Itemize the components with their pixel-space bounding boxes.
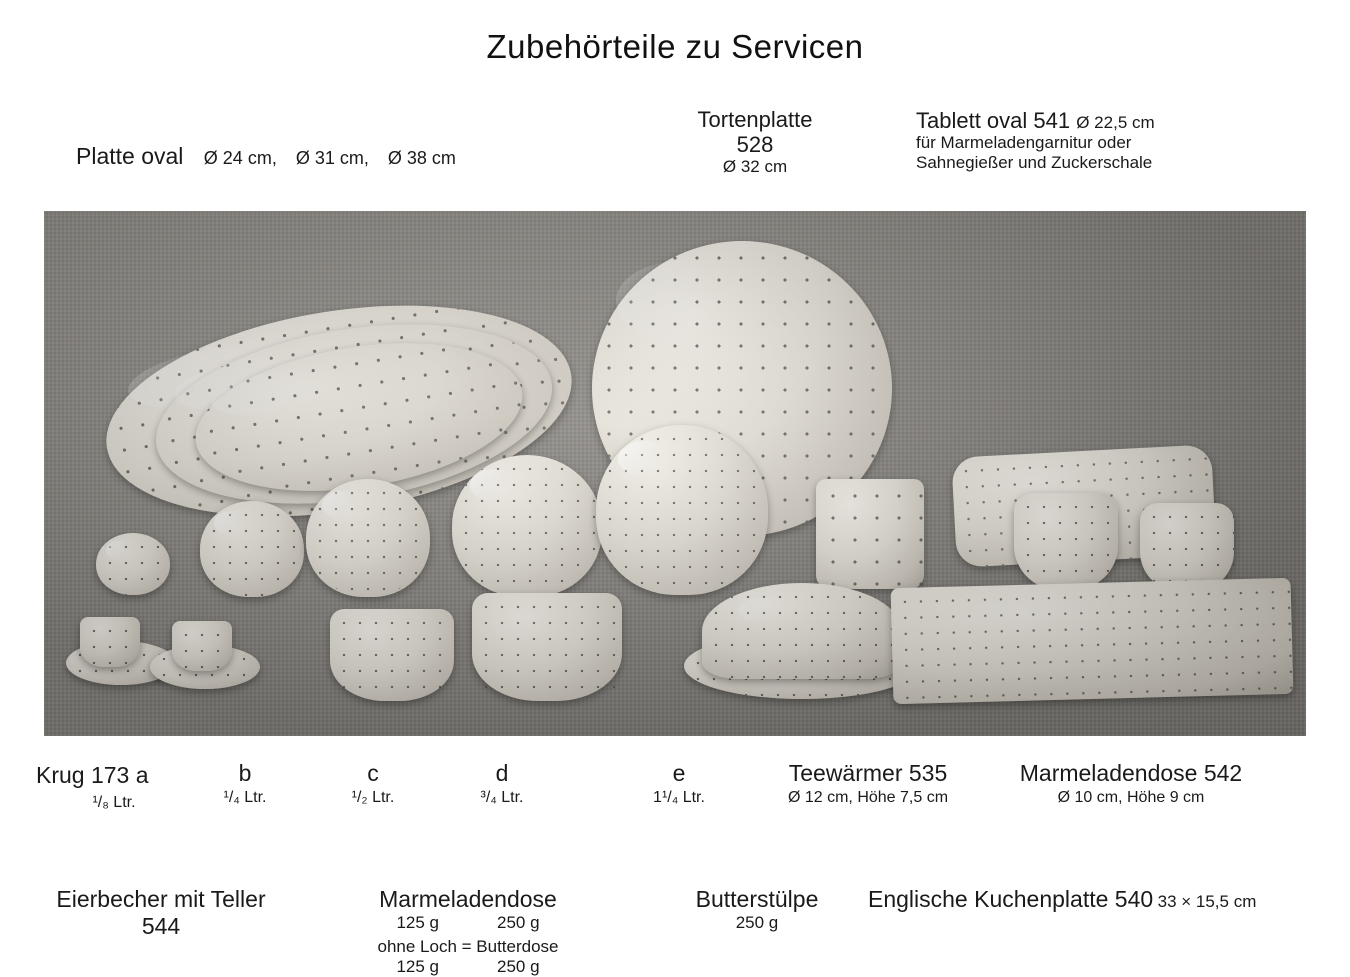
marmeladendose-542-block (1000, 760, 1262, 807)
krug-b-letter: b (238, 760, 252, 786)
krug-variant-e (634, 760, 724, 807)
eierbecher-block (36, 886, 286, 940)
marmeladendose-sizes (348, 913, 588, 933)
marmeladendose-size-250: 250 g (497, 913, 540, 932)
krug-variant-d (462, 760, 542, 807)
caption-tablett-oval (916, 108, 1155, 172)
tablett-dim: Ø 22,5 cm (1076, 113, 1155, 132)
marmeladendose-note: ohne Loch = Butterdose (377, 937, 559, 956)
krug-variant-a (84, 792, 144, 812)
butterdose-size-250: 250 g (497, 957, 540, 976)
platte-label: Platte oval (76, 143, 184, 169)
platte-dims (204, 148, 470, 168)
krug-d-letter: d (495, 760, 509, 786)
caption-row-lower (0, 814, 1350, 976)
krug-e-volume: 1¹/₄ Ltr. (653, 789, 705, 806)
tortenplatte-name: Tortenplatte (697, 107, 813, 132)
butterstuelpe-block (662, 886, 852, 933)
kuchenplatte-dim: 33 × 15,5 cm (1157, 892, 1257, 911)
caption-tortenplatte (660, 108, 850, 176)
krug-variant-c (338, 760, 408, 807)
kuchenplatte-label: Englische Kuchenplatte 540 (868, 886, 1154, 912)
caption-row-krug (0, 752, 1350, 814)
marmeladendose-542-label: Marmeladendose 542 (1019, 760, 1243, 786)
krug-c-letter: c (367, 760, 379, 786)
platte-dim-1: Ø 24 cm, (203, 148, 277, 168)
krug-e-letter: e (672, 760, 686, 786)
krug-b-volume: ¹/₄ Ltr. (223, 789, 267, 806)
caption-platte-oval (76, 143, 470, 170)
teewaermer-block (770, 760, 966, 807)
marmeladendose-note-sizes (348, 957, 588, 977)
eierbecher-label: Eierbecher mit Teller (56, 886, 266, 912)
krug-variant-b (210, 760, 280, 807)
butterstuelpe-size: 250 g (735, 913, 779, 932)
teewaermer-label: Teewärmer 535 (788, 760, 948, 786)
marmeladendose-label: Marmeladendose (379, 886, 557, 912)
platte-dim-3: Ø 38 cm (387, 148, 456, 168)
eierbecher-number: 544 (141, 913, 181, 939)
tablett-name: Tablett oval 541 (916, 108, 1071, 133)
photo-vignette (44, 211, 1306, 736)
tortenplatte-number: 528 (736, 131, 774, 157)
tablett-line2: für Marmeladengarnitur oder (916, 133, 1132, 153)
bottom-captions (0, 752, 1350, 976)
page-title: Zubehörteile zu Servicen (486, 28, 864, 65)
krug-a-volume: ¹/₈ Ltr. (92, 794, 136, 811)
teewaermer-dim: Ø 12 cm, Höhe 7,5 cm (787, 789, 949, 806)
tortenplatte-dim: Ø 32 cm (722, 157, 788, 177)
product-photograph (44, 211, 1306, 736)
marmeladendose-size-125: 125 g (396, 913, 439, 932)
krug-c-volume: ¹/₂ Ltr. (351, 789, 395, 806)
krug-label-block (36, 762, 149, 789)
marmeladendose-block (348, 886, 588, 977)
butterstuelpe-label: Butterstülpe (695, 886, 819, 912)
marmeladendose-542-dim: Ø 10 cm, Höhe 9 cm (1057, 789, 1205, 806)
butterdose-size-125: 125 g (396, 957, 439, 976)
krug-d-volume: ³/₄ Ltr. (480, 789, 524, 806)
platte-dim-2: Ø 31 cm, (295, 148, 369, 168)
kuchenplatte-block (868, 886, 1308, 913)
tablett-line3: Sahnegießer und Zuckerschale (916, 152, 1153, 172)
krug-label: Krug 173 a (36, 762, 149, 788)
